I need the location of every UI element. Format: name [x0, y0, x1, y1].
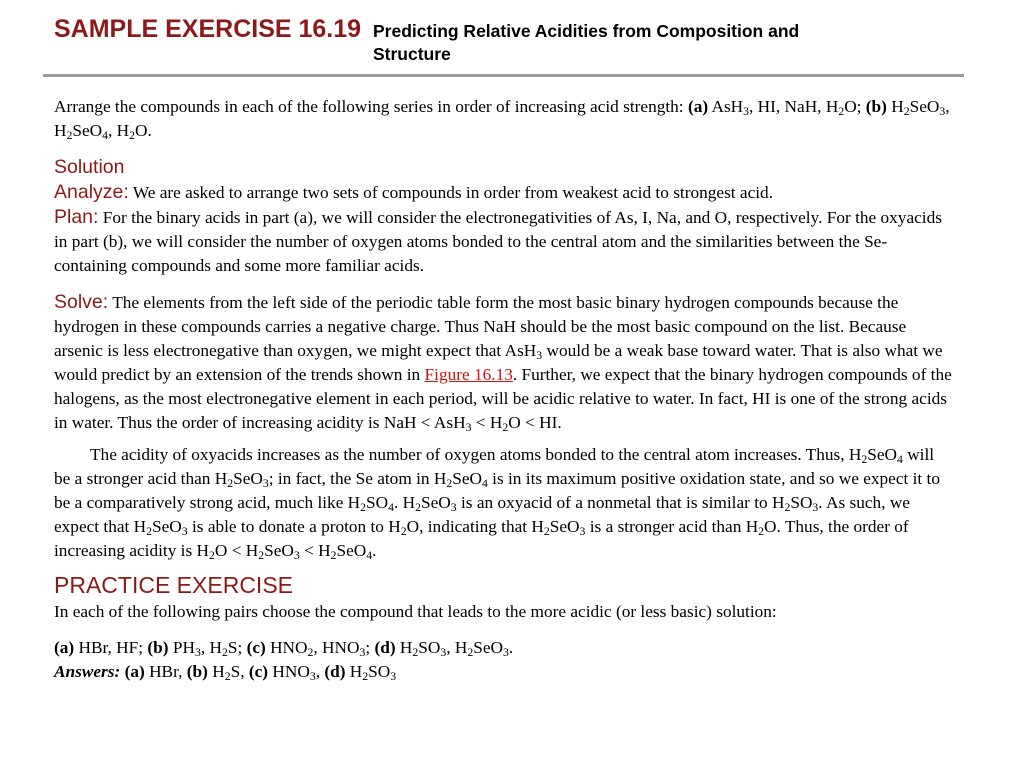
- plan-label: Plan:: [54, 206, 99, 228]
- problem-statement: Arrange the compounds in each of the following series in order of increasing acid strength: (a) AsH$_3$, HI, NaH, $H_2O$; (b) $H_2SeO_3$, $H_2SeO_4$, $H_2O$.: [54, 97, 950, 142]
- answers-label: Answers:: [54, 662, 121, 681]
- solution-heading: [54, 155, 954, 180]
- header-divider: [43, 74, 964, 77]
- solve-a-text-continued: . Further, we expect that the binary hydrogen compounds of the halogens, as the most electronegative element in each period, will be acidic relative to water. In fact, HI is one of the strong acids in water. Thus the order of increasing acidity is NaH < $AsH_3 < H_2O$ < HI.: [54, 365, 952, 434]
- solve-a-text: The elements from the left side of the periodic table form the most basic binary hydrogen compounds because the hydrogen in these compounds carries a negative charge. Thus NaH should be the most basic compound on the list. Because arsenic is less electronegative than oxygen, we might expect that AsH$_3$ would be a weak base toward water. That is also what we would predict by an extension of the trends shown in: [54, 293, 943, 384]
- solve-a-paragraph: [54, 290, 954, 435]
- exercise-title: SAMPLE EXERCISE 16.19: [54, 15, 362, 43]
- solve-label: Solve:: [54, 291, 109, 313]
- analyze-paragraph: [54, 180, 954, 205]
- practice-pairs: (a) HBr, HF; (b) $PH_3$, $H_2S$; (c) $HNO_2$, $HNO_3$; (d) $H_2SO_3$, $H_2SeO_3$.: [54, 638, 514, 659]
- analyze-text: We are asked to arrange two sets of compounds in order from weakest acid to strongest acid.: [132, 183, 774, 202]
- solve-b-paragraph: The acidity of oxyacids increases as the number of oxygen atoms bonded to the central atom increases. Thus, $H_2SeO_4$ will be a stronger acid than $H_2SeO_3$; in fact, the Se atom in $H_2SeO_4$ is in its maximum positive oxidation state, and so we expect it to be a comparatively strong acid, much like $H_2SO_4$. $H_2SeO_3$ is an oxyacid of a nonmetal that is similar to $H_2SO_3$. As such, we expect that $H_2SeO_3$ is able to donate a proton to $H_2O$, indicating that $H_2SeO_3$ is a stronger acid than $H_2O$. Thus, the order of increasing acidity is $H_2O < H_2SeO_3 < H_2SeO_4$.: [54, 445, 940, 562]
- practice-exercise-label: PRACTICE EXERCISE: [54, 572, 293, 598]
- answers-text: (a) HBr, (b) $H_2S$, (c) $HNO_3$, (d) $H_2SO_3$: [124, 662, 397, 683]
- solution-label: Solution: [54, 156, 125, 178]
- exercise-body: [54, 95, 954, 684]
- plan-paragraph: [54, 205, 954, 278]
- practice-intro: In each of the following pairs choose the compound that leads to the more acidic (or less basic) solution:: [54, 602, 777, 621]
- figure-16-13-link[interactable]: Figure 16.13: [424, 365, 513, 384]
- plan-text: For the binary acids in part (a), we will consider the electronegativities of As, I, Na, and O, respectively. For the oxyacids in part (b), we will consider the number of oxygen atoms bonded to the central atom and the similarities between the Se-containing compounds and some more familiar acids.: [54, 208, 942, 275]
- practice-heading: [54, 571, 954, 600]
- practice-answers: [54, 660, 954, 684]
- analyze-label: Analyze:: [54, 181, 129, 203]
- exercise-subtitle: Predicting Relative Acidities from Composition and Structure: [373, 21, 800, 64]
